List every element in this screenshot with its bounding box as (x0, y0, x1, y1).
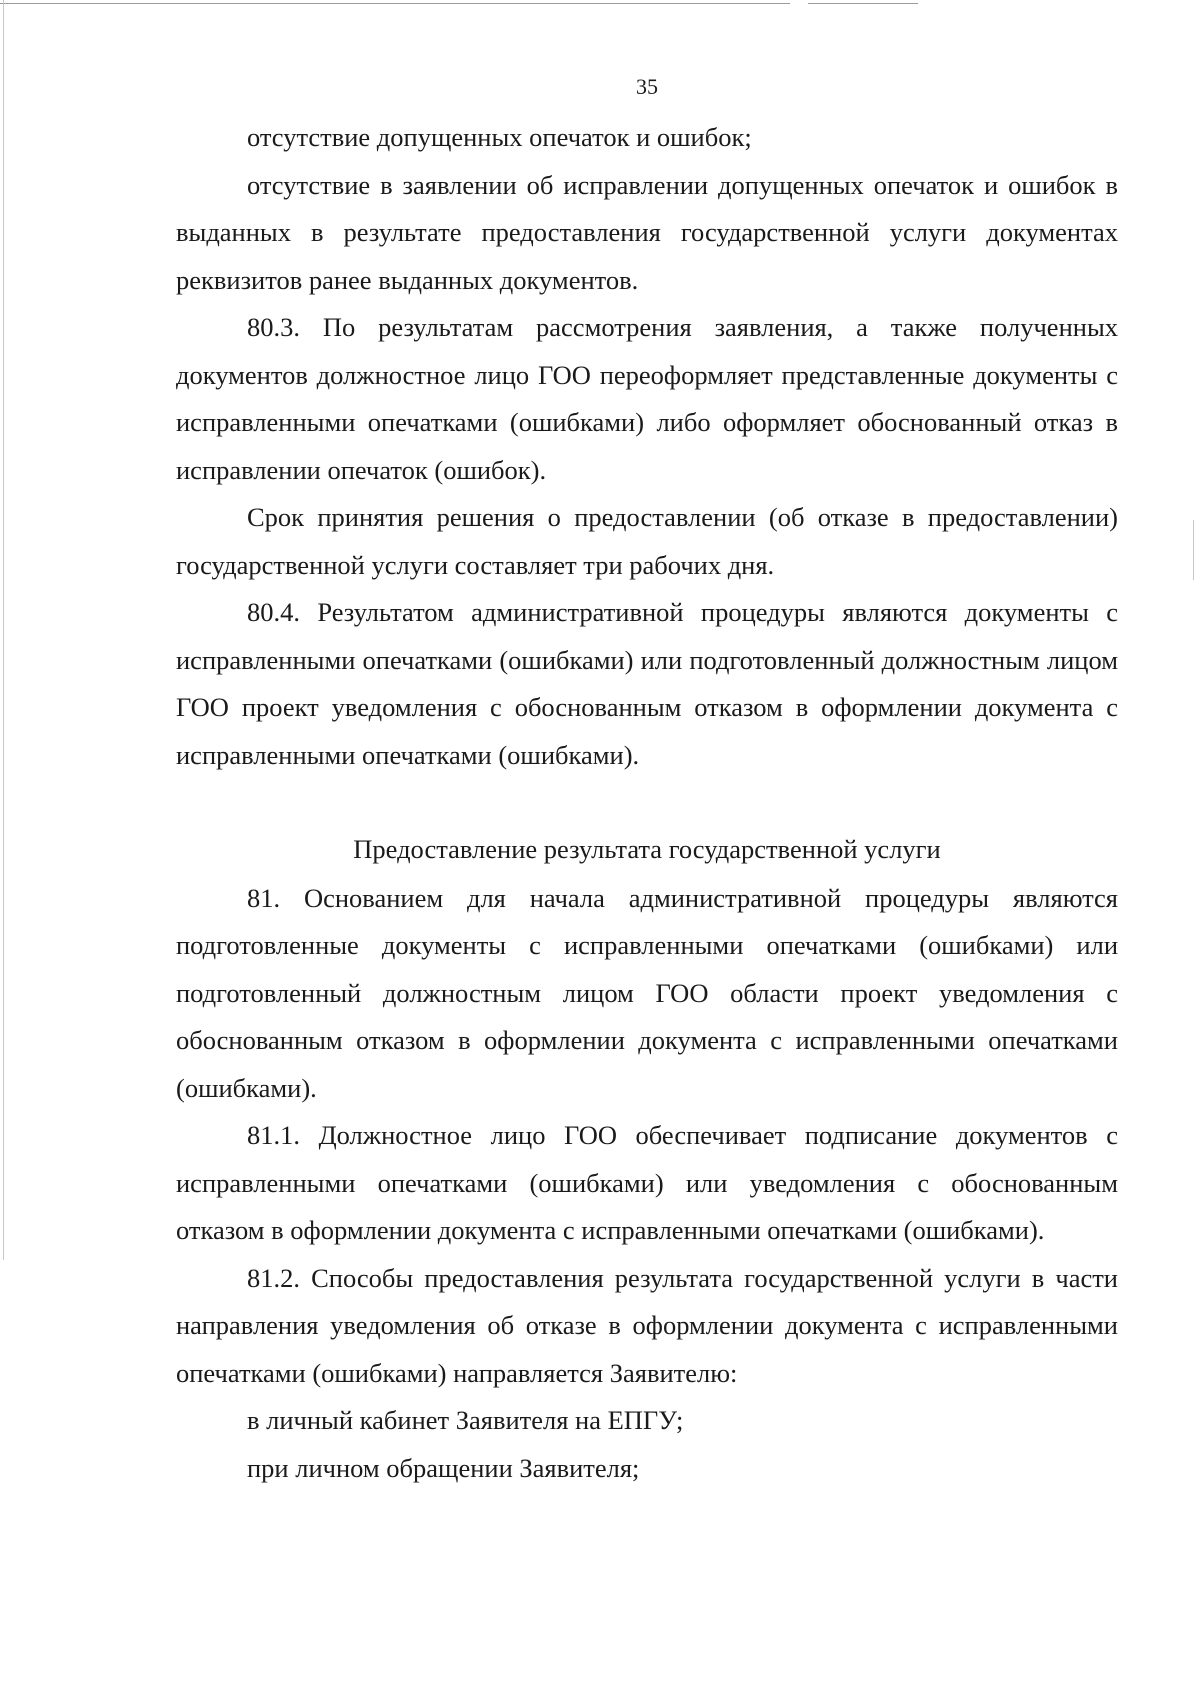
scan-edge-top-segment (808, 3, 918, 4)
paragraph-decision-term: Срок принятия решения о предоставлении (об отказе в предоставлении) государственной услуги составляет три рабочих дня. (176, 502, 1118, 580)
list-item-personal-account: в личный кабинет Заявителя на ЕПГУ; (247, 1405, 684, 1435)
paragraph-80-3: 80.3. По результатам рассмотрения заявления, а также полученных документов должностное лицо ГОО переоформляет представленные документы с исправленными опечатками (ошибками) либо оформляет обоснованный отказ в исправлении опечаток (ошибок). (176, 312, 1118, 485)
paragraph-81: 81. Основанием для начала административной процедуры являются подготовленные документы с исправленными опечатками (ошибками) или подготовленный должностным лицом ГОО области проект уведомления с обоснованным отказом в оформлении документа с исправленными опечатками (ошибками). (176, 882, 1118, 1103)
list-item-no-requisites: отсутствие в заявлении об исправлении допущенных опечаток и ошибок в выданных в результате предоставления государственной услуги документах реквизитов ранее выданных документов. (176, 169, 1118, 295)
paragraph-80-4: 80.4. Результатом административной процедуры являются документы с исправленными опечатками (ошибками) или подготовленный должностным лицом ГОО проект уведомления с обоснованным отказом в оформлении документа с исправленными опечатками (ошибками). (176, 597, 1118, 770)
section-heading: Предоставление результата государственной услуги (353, 834, 941, 864)
scan-edge-right (1193, 520, 1194, 580)
list-item-no-typos: отсутствие допущенных опечаток и ошибок; (247, 122, 752, 152)
document-page (176, 60, 1118, 1492)
scan-edge-left (3, 0, 4, 1260)
scan-edge-top (0, 3, 790, 4)
paragraph-81-1: 81.1. Должностное лицо ГОО обеспечивает подписание документов с исправленными опечатками (ошибками) или уведомления с обоснованным отказом в оформлении документа с исправленными опечатками (ошибками). (176, 1120, 1118, 1245)
paragraph-81-2: 81.2. Способы предоставления результата государственной услуги в части направления уведомления об отказе в оформлении документа с исправленными опечатками (ошибками) направляется Заявителю: (176, 1262, 1118, 1388)
page-number: 35 (636, 74, 658, 99)
list-item-personal-visit: при личном обращении Заявителя; (247, 1452, 640, 1483)
